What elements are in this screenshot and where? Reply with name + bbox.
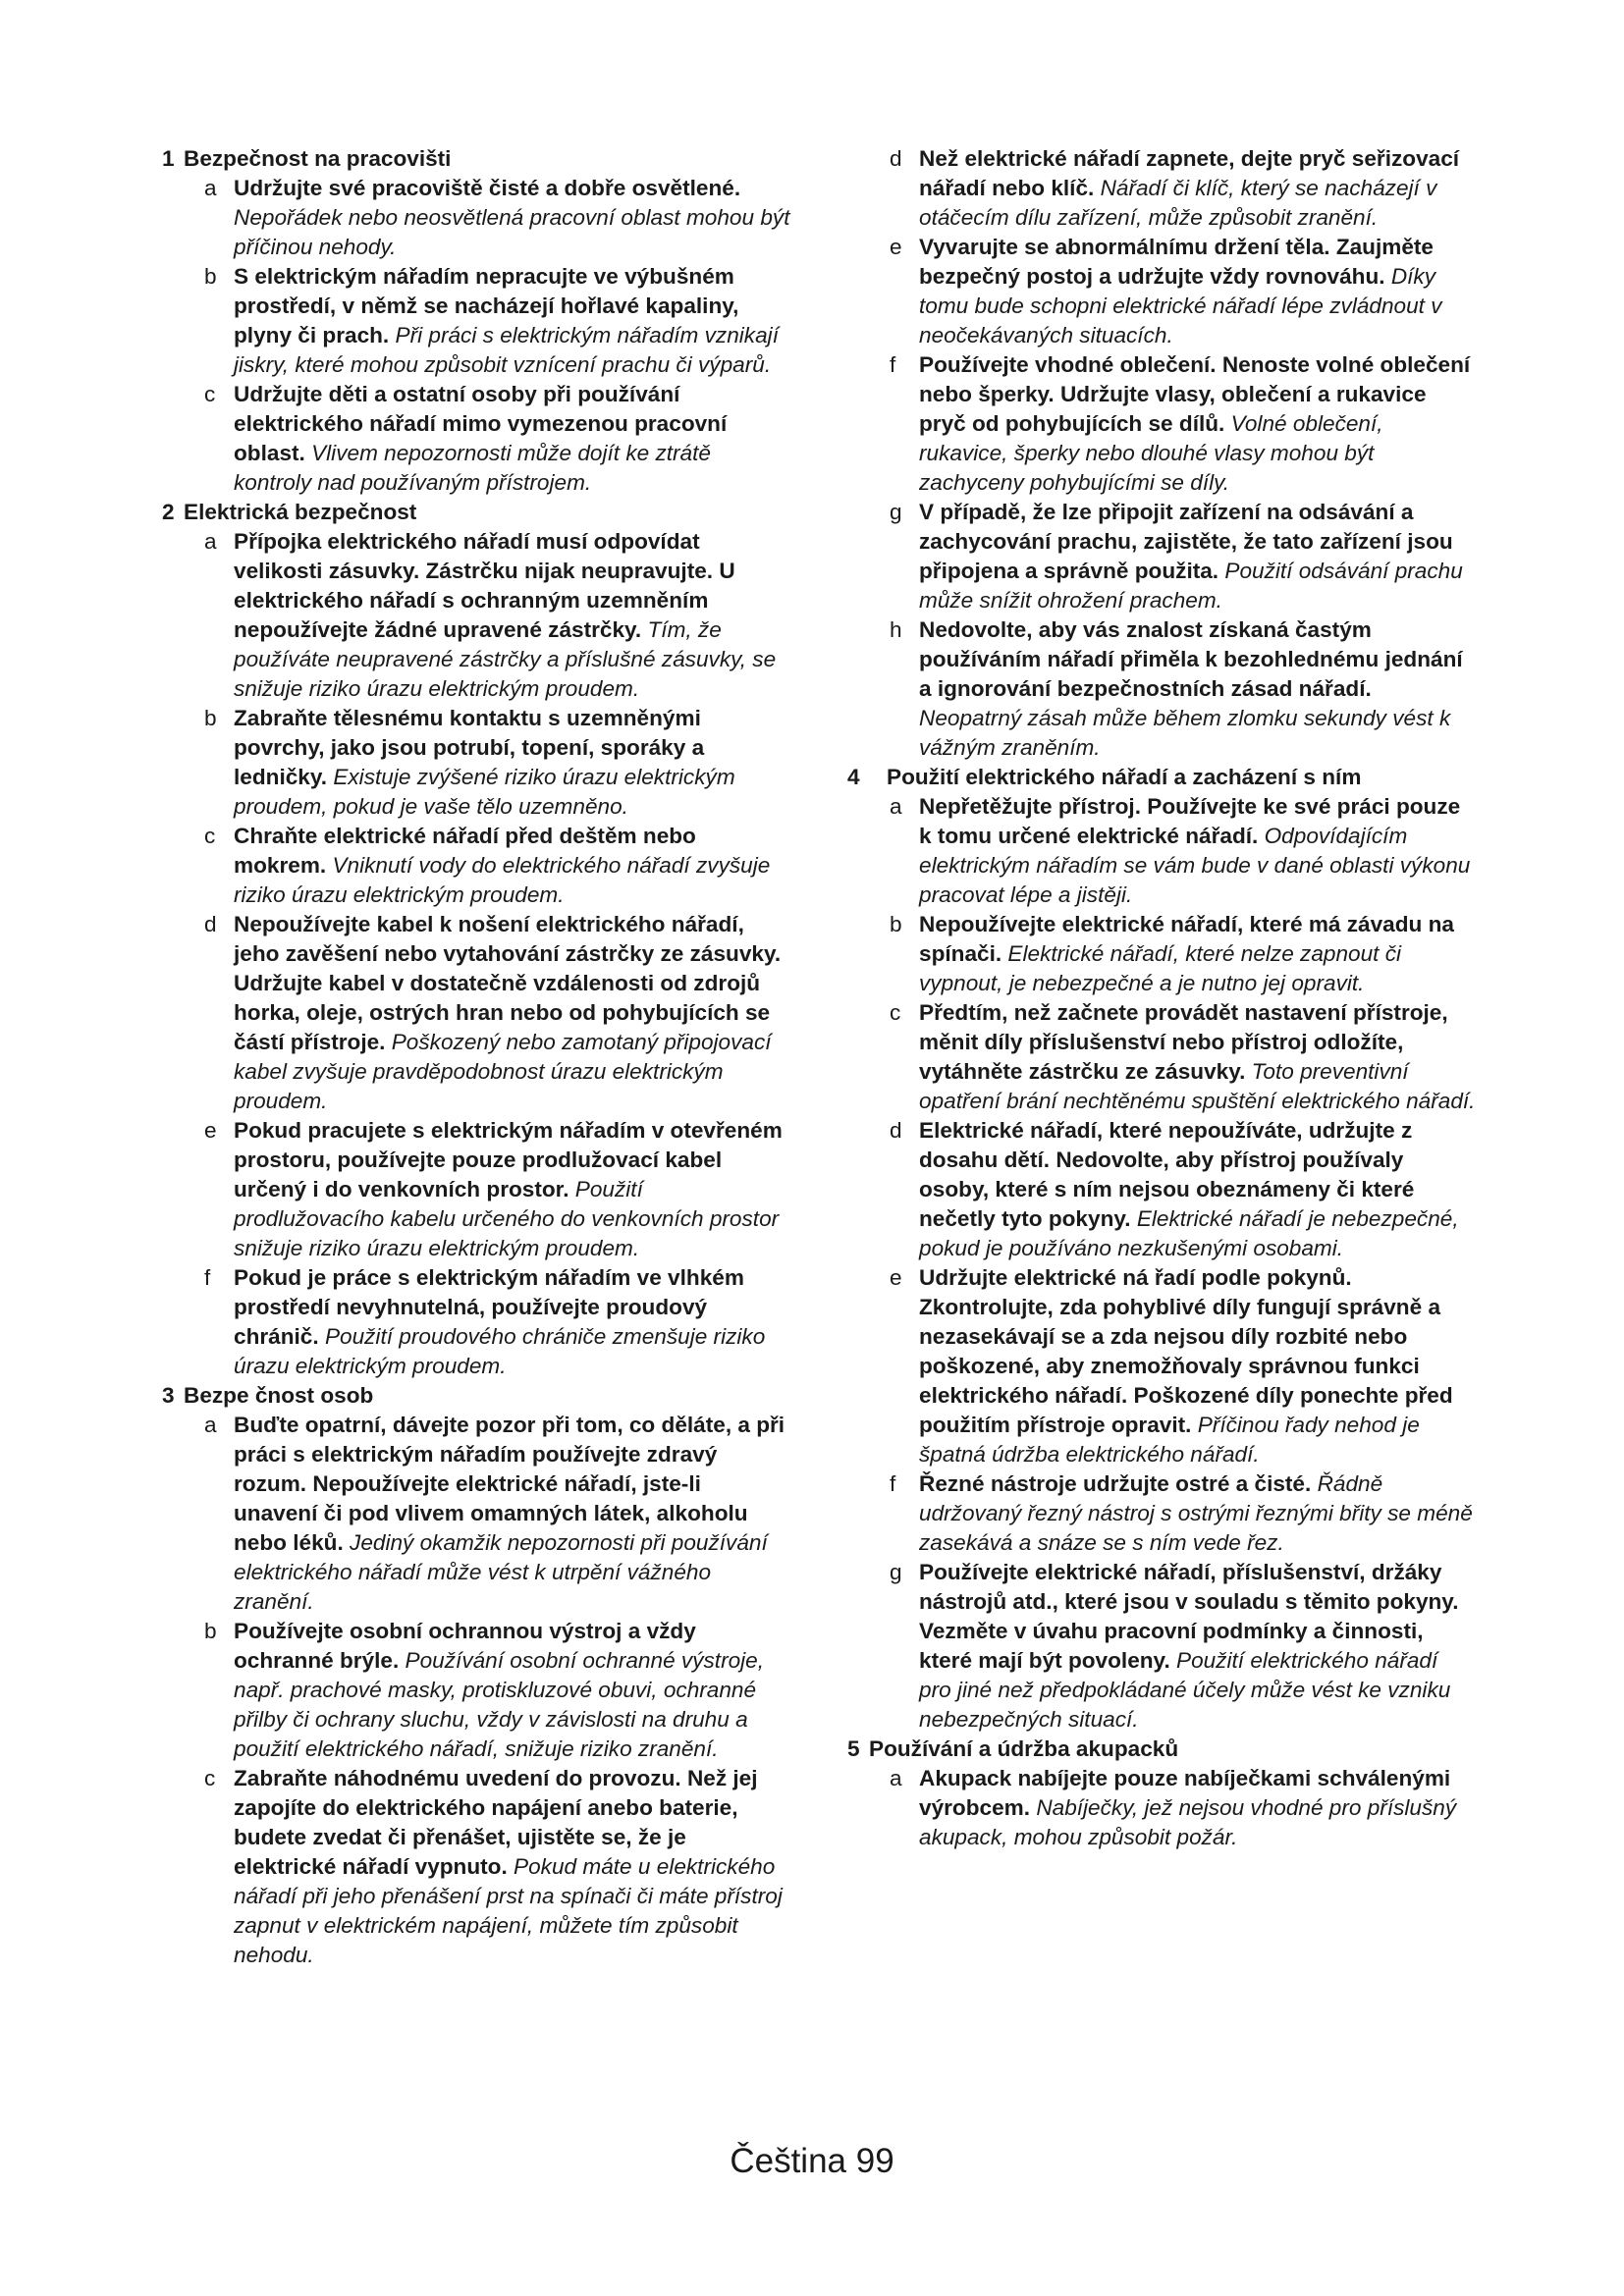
list-item [847,144,1476,233]
item-instruction: Udržujte své pracoviště čisté a dobře osvětlené. [234,176,741,200]
section-title: Bezpe čnost osob [184,1383,374,1408]
list-item [847,1469,1476,1558]
item-instruction: Pokud pracujete s elektrickým nářadím v otevřeném prostoru, používejte pouze prodlužovací kabel určený i do venkovních prostor. [234,1118,783,1201]
item-instruction: Používejte vhodné oblečení. Nenoste volné oblečení nebo šperky. Udržujte vlasy, oblečení a rukavice pryč od pohybujících se dílů. [919,352,1471,436]
item-instruction: Používejte osobní ochrannou výstroj a vždy ochranné brýle. [234,1619,696,1673]
item-letter: c [204,824,216,848]
item-instruction: Udržujte děti a ostatní osoby při používání elektrického nářadí mimo vymezenou pracovní oblast. [234,382,728,465]
item-letter: d [204,912,217,936]
item-instruction: Nedovolte, aby vás znalost získaná častým používáním nářadí přiměla k bezohlednému jednání a ignorování bezpečnostních zásad nářadí. [919,617,1463,701]
item-letter: g [890,1560,902,1584]
item-instruction: Zabraňte tělesnému kontaktu s uzemněnými povrchy, jako jsou potrubí, topení, sporáky a ledničky. [234,706,705,789]
section-title: Použití elektrického nářadí a zacházení s ním [887,765,1362,789]
list-item [162,1116,790,1263]
item-explanation: Díky tomu bude schopni elektrické nářadí lépe zvládnout v neočekávaných situacích. [919,264,1442,347]
list-item [847,233,1476,350]
section-title: Používání a údržba akupacků [869,1736,1179,1761]
item-explanation: Použití elektrického nářadí pro jiné než předpokládané účely může vést ke vzniku nebezpečných situací. [919,1648,1451,1732]
item-letter: b [204,1619,217,1643]
item-letter: e [890,235,902,259]
item-explanation: Elektrické nářadí je nebezpečné, pokud je používáno nezkušenými osobami. [919,1206,1459,1260]
item-explanation: Nářadí či klíč, který se nacházejí v otáčecím dílu zařízení, může způsobit zranění. [919,176,1437,230]
list-item [162,704,790,822]
item-letter: d [890,146,902,171]
item-letter: e [204,1118,217,1143]
item-instruction: Chraňte elektrické nářadí před deštěm nebo mokrem. [234,824,696,878]
item-explanation: Neopatrný zásah může během zlomku sekundy vést k vážným zraněním. [919,706,1451,760]
left-column [162,144,790,1970]
list-item [162,910,790,1116]
section-heading-2 [162,498,790,527]
item-instruction: Zabraňte náhodnému uvedení do provozu. Než jej zapojíte do elektrického napájení anebo baterie, budete zvedat či přenášet, ujistěte se, že je elektrické nářadí vypnuto. [234,1766,758,1879]
section-heading-4 [847,763,1476,792]
list-item [847,998,1476,1116]
item-explanation: Používání osobní ochranné výstroje, např. prachové masky, protiskluzové obuvi, ochranné přilby či ochrany sluchu, vždy v závislosti na druhu a použití elektrického nářadí, snižuje riziko zranění. [234,1648,765,1761]
item-instruction: Nepoužívejte elektrické nářadí, které má závadu na spínači. [919,912,1454,966]
item-instruction: Než elektrické nářadí zapnete, dejte pryč seřizovací nářadí nebo klíč. [919,146,1460,200]
section-number: 4 [847,765,860,789]
list-item [162,822,790,910]
item-letter: b [204,264,217,289]
item-explanation: Volné oblečení, rukavice, šperky nebo dlouhé vlasy mohou být zachyceny pohybujícími se díly. [919,411,1383,495]
list-item [847,1764,1476,1852]
item-instruction: Nepřetěžujte přístroj. Používejte ke své práci pouze k tomu určené elektrické nářadí. [919,794,1461,848]
list-item [847,1263,1476,1469]
list-item [847,498,1476,615]
item-explanation: Tím, že používáte neupravené zástrčky a příslušné zásuvky, se snižuje riziko úrazu elektrickým proudem. [234,617,777,701]
item-explanation: Při práci s elektrickým nářadím vznikají jiskry, které mohou způsobit vznícení prachu či výparů. [234,323,779,377]
item-letter: d [890,1118,902,1143]
section-number: 5 [847,1736,860,1761]
section-number: 1 [162,146,175,171]
item-letter: f [890,1471,896,1496]
list-item [162,380,790,498]
item-instruction: Nepoužívejte kabel k nošení elektrického nářadí, jeho zavěšení nebo vytahování zástrčky ze zásuvky. Udržujte kabel v dostatečně vzdálenosti od zdrojů horka, oleje, ostrých hran nebo od pohybujících se částí přístroje. [234,912,782,1054]
item-explanation: Nabíječky, jež nejsou vhodné pro příslušný akupack, mohou způsobit požár. [919,1795,1457,1849]
list-item [162,1617,790,1764]
item-letter: a [890,794,902,819]
right-column [847,144,1476,1852]
list-item [847,1558,1476,1735]
item-letter: c [890,1000,901,1025]
item-explanation: Jediný okamžik nepozornosti při používání elektrického nářadí může vést k utrpění vážného zranění. [234,1530,768,1614]
item-letter: h [890,617,902,642]
item-explanation: Vniknutí vody do elektrického nářadí zvyšuje riziko úrazu elektrickým proudem. [234,853,771,907]
item-letter: g [890,500,902,524]
list-item [162,1263,790,1381]
item-letter: b [890,912,902,936]
item-instruction: Vyvarujte se abnormálnímu držení těla. Zaujměte bezpečný postoj a udržujte vždy rovnováhu. [919,235,1435,289]
item-instruction: Řezné nástroje udržujte ostré a čisté. [919,1471,1312,1496]
item-instruction: Buďte opatrní, dávejte pozor při tom, co děláte, a při práci s elektrickým nářadím používejte zdravý rozum. Nepoužívejte elektrické nářadí, jste-li unavení či pod vlivem omamných látek, alkoholu nebo léků. [234,1413,785,1555]
item-letter: e [890,1265,902,1290]
item-instruction: V případě, že lze připojit zařízení na odsávání a zachycování prachu, zajistěte, že tato zařízení jsou připojena a správně použita. [919,500,1453,583]
item-letter: b [204,706,217,730]
item-explanation: Poškozený nebo zamotaný připojovací kabel zvyšuje pravděpodobnost úrazu elektrickým proudem. [234,1030,772,1113]
item-letter: a [204,1413,217,1437]
list-item [847,1116,1476,1263]
item-letter: a [890,1766,902,1790]
item-letter: f [204,1265,211,1290]
item-explanation: Existuje zvýšené riziko úrazu elektrickým proudem, pokud je vaše tělo uzemněno. [234,765,735,819]
item-instruction: S elektrickým nářadím nepracujte ve výbušném prostředí, v němž se nacházejí hořlavé kapaliny, plyny či prach. [234,264,739,347]
item-explanation: Příčinou řady nehod je špatná údržba elektrického nářadí. [919,1413,1420,1467]
list-item [162,527,790,704]
footer-language: Čeština [730,2142,846,2180]
item-instruction: Používejte elektrické nářadí, příslušenství, držáky nástrojů atd., které jsou v souladu s těmito pokyny. Vezměte v úvahu pracovní podmínky a činnosti, které mají být povoleny. [919,1560,1459,1673]
item-instruction: Akupack nabíjejte pouze nabíječkami schválenými výrobcem. [919,1766,1451,1820]
item-instruction: Pokud je práce s elektrickým nářadím ve vlhkém prostředí nevyhnutelná, používejte proudový chránič. [234,1265,744,1349]
list-item [162,174,790,262]
section-number: 2 [162,500,175,524]
list-item [847,350,1476,498]
page-footer [0,2142,1624,2181]
item-letter: c [204,382,216,406]
item-explanation: Odpovídajícím elektrickým nářadím se vám bude v dané oblasti výkonu pracovat lépe a jistěji. [919,824,1471,907]
section-heading-3 [162,1381,790,1411]
list-item [847,910,1476,998]
item-instruction: Předtím, než začnete provádět nastavení přístroje, měnit díly příslušenství nebo přístroj odložíte, vytáhněte zástrčku ze zásuvky. [919,1000,1448,1084]
item-letter: a [204,176,217,200]
item-explanation: Vlivem nepozornosti může dojít ke ztrátě kontroly nad používaným přístrojem. [234,441,711,495]
item-instruction: Přípojka elektrického nářadí musí odpovídat velikosti zásuvky. Zástrčku nijak neupravujte. U elektrického nářadí s ochranným uzemněním nepoužívejte žádné upravené zástrčky. [234,529,735,642]
list-item [162,1764,790,1970]
item-explanation: Řádně udržovaný řezný nástroj s ostrými řeznými břity se méně zasekává a snáze se s ním vede řez. [919,1471,1473,1555]
item-instruction: Elektrické nářadí, které nepoužíváte, udržujte z dosahu dětí. Nedovolte, aby přístroj používaly osoby, které s ním nejsou obeznámeny či které nečetly tyto pokyny. [919,1118,1415,1231]
list-item [847,615,1476,763]
list-item [847,792,1476,910]
item-letter: c [204,1766,216,1790]
list-item [162,1411,790,1617]
item-explanation: Toto preventivní opatření brání nechtěnému spuštění elektrického nářadí. [919,1059,1476,1113]
item-explanation: Elektrické nářadí, které nelze zapnout či vypnout, je nebezpečné a je nutno jej opravit. [919,941,1402,995]
item-letter: a [204,529,217,554]
section-title: Bezpečnost na pracovišti [184,146,452,171]
item-letter: f [890,352,896,377]
item-explanation: Použití prodlužovacího kabelu určeného do venkovních prostor snižuje riziko úrazu elektrickým proudem. [234,1177,780,1260]
section-heading-5 [847,1735,1476,1764]
section-title: Elektrická bezpečnost [184,500,417,524]
section-number: 3 [162,1383,175,1408]
item-instruction: Udržujte elektrické ná řadí podle pokynů. Zkontrolujte, zda pohyblivé díly fungují správně a nezasekávají se a zda nejsou díly rozbité nebo poškozené, aby znemožňovaly správnou funkci elektrického nářadí. Poškozené díly ponechte před použitím přístroje opravit. [919,1265,1453,1437]
item-explanation: Pokud máte u elektrického nářadí při jeho přenášení prst na spínači či máte přístroj zapnut v elektrickém napájení, můžete tím způsobit nehodu. [234,1854,783,1967]
item-explanation: Použití odsávání prachu může snížit ohrožení prachem. [919,559,1463,613]
item-explanation: Nepořádek nebo neosvětlená pracovní oblast mohou být příčinou nehody. [234,205,790,259]
list-item [162,262,790,380]
page-number: 99 [855,2142,894,2180]
section-heading-1 [162,144,790,174]
item-explanation: Použití proudového chrániče zmenšuje riziko úrazu elektrickým proudem. [234,1324,766,1378]
